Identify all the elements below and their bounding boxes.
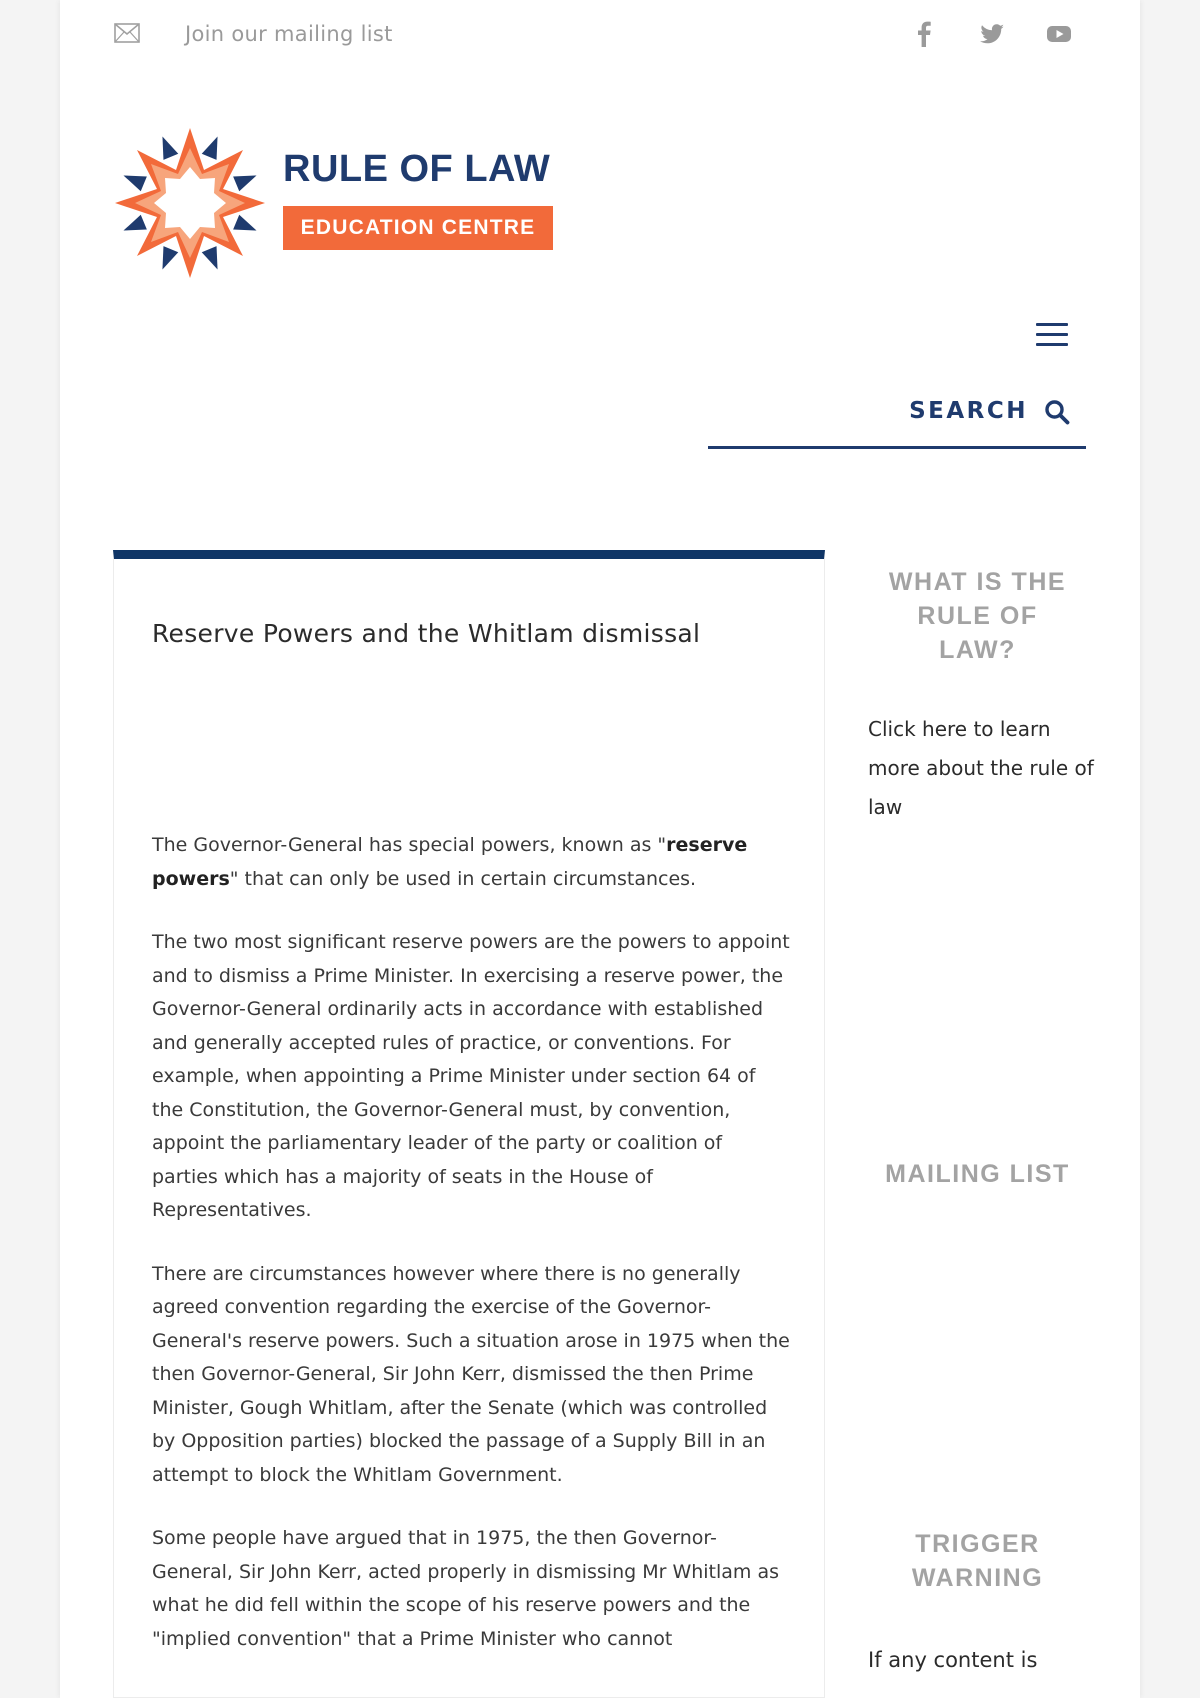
heading-line: WHAT IS THE (888, 568, 1067, 596)
learn-more-link[interactable]: Click here to learn more about the rule of law (868, 717, 1094, 819)
search-button[interactable] (708, 392, 1086, 449)
post-paragraph: There are circumstances however where there is no generally agreed convention regarding the exercise of the Governor-General's reserve powers. Such a situation arose in 1975 when the then Governor-General, Sir John Kerr, dismissed the then Prime Minister, Gough Whitlam, after the Senate (which was controlled by Opposition parties) blocked the passage of a Supply Bill in an attempt to block the Whitlam Government. (152, 1262, 790, 1486)
hamburger-menu-icon[interactable] (1036, 323, 1068, 349)
page (60, 0, 1140, 1698)
post-paragraph (152, 829, 792, 896)
what-is-heading (850, 565, 1105, 667)
post-paragraph: The two most significant reserve powers are the powers to appoint and to dismiss a Prime Minister. In exercising a reserve power, the Governor-General ordinarily acts in accordance with established and generally accepted rules of practice, or conventions. For example, when appointing a Prime Minister under section 64 of the Constitution, the Governor-General must, by convention, appoint the parliamentary leader of the party or coalition of parties which has a majority of seats in the House of Representatives. (152, 931, 790, 1221)
envelope-icon[interactable] (114, 23, 140, 43)
logo-title: RULE OF LAW (283, 148, 551, 190)
logo-subtitle: EDUCATION CENTRE (283, 206, 553, 250)
mailing-list-heading: MAILING LIST (885, 1160, 1070, 1188)
article-card (113, 550, 825, 1698)
search-label: SEARCH (909, 398, 1028, 424)
top-bar (60, 0, 1140, 70)
site-logo[interactable] (115, 128, 575, 278)
heading-line: RULE OF (917, 602, 1038, 630)
post-content (152, 829, 792, 1686)
facebook-icon[interactable] (910, 20, 938, 48)
paragraph-text: " that can only be used in certain circumstances. (229, 867, 697, 890)
heading-line: LAW? (939, 636, 1016, 664)
heading-line: WARNING (911, 1564, 1044, 1592)
star-logo-icon (115, 128, 265, 278)
twitter-icon[interactable] (978, 20, 1006, 48)
heading-line: TRIGGER (915, 1530, 1040, 1558)
search-icon (1044, 399, 1070, 425)
post-title: Reserve Powers and the Whitlam dismissal (152, 619, 701, 648)
post-paragraph: Some people have argued that in 1975, the then Governor-General, Sir John Kerr, acted properly in dismissing Mr Whitlam as what he did fell within the scope of his reserve powers and the "implied convention" that a Prime Minister who cannot (152, 1527, 780, 1650)
paragraph-text: The Governor-General has special powers, known as " (152, 834, 667, 856)
trigger-warning-text: If any content is (868, 1648, 1038, 1672)
mailing-list-link[interactable]: Join our mailing list (185, 22, 393, 46)
youtube-icon[interactable] (1045, 20, 1073, 48)
bold-term: reserve powers (152, 834, 748, 890)
trigger-warning-heading (850, 1527, 1105, 1595)
